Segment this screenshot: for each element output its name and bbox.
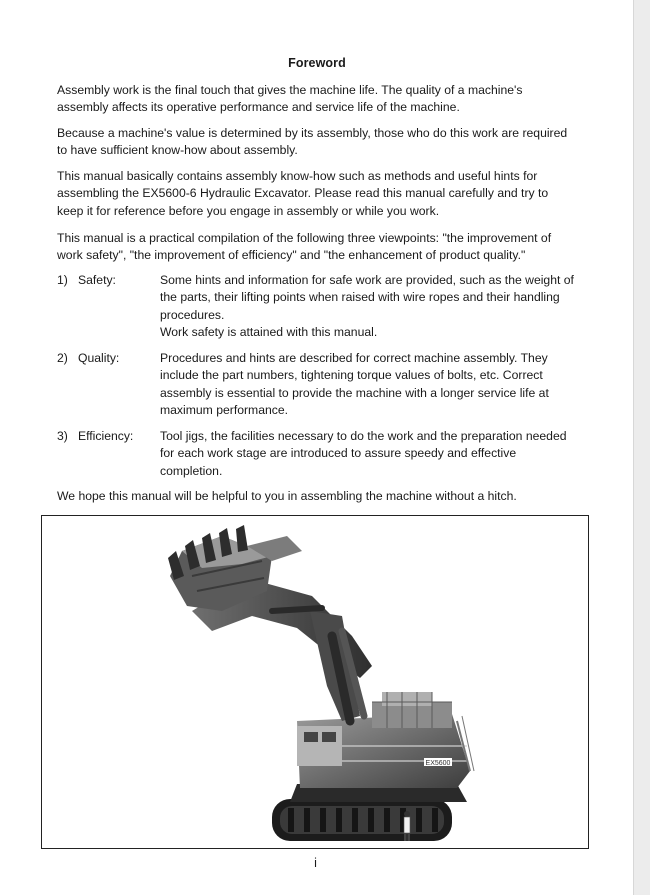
excavator-illustration (42, 516, 588, 848)
page-title: Foreword (288, 56, 346, 70)
paragraph-4: This manual is a practical compilation of the following three viewpoints: "the improvement of work safety", "the improvement of efficiency" and "the enhancement of product quality." (57, 231, 552, 263)
viewpoint-text: Procedures and hints are described for correct machine assembly. They include the part numbers, tightening torque values of bolts, etc. Correct assembly is essential to provide the machine with a longer service life at maximum performance. (160, 351, 549, 417)
paragraph-2: Because a machine's value is determined by its assembly, those who do this work are required to have sufficient know-how about assembly. (57, 126, 568, 158)
track-assembly (272, 799, 452, 841)
paragraph-1: Assembly work is the final touch that gives the machine life. The quality of a machine's assembly affects its operative performance and service life of the machine. (57, 83, 523, 115)
viewpoint-text-line: Work safety is attained with this manual. (160, 324, 378, 339)
viewpoint-number: 1) (57, 273, 68, 287)
viewpoint-label: Quality: (78, 351, 120, 365)
paragraph-3: This manual basically contains assembly know-how such as methods and useful hints for assembling the EX5600-6 Hydraulic Excavator. Please read this manual carefully and try to keep it for reference before you engage in assembly or while you work. (57, 169, 549, 218)
viewpoint-number: 2) (57, 351, 68, 365)
viewpoint-text-line: Some hints and information for safe work are provided, such as the weight of the parts, their lifting points when raised with wire ropes and their handling procedures. (160, 273, 574, 322)
viewpoint-number: 3) (57, 429, 68, 443)
excavator-figure (41, 515, 589, 849)
closing-paragraph: We hope this manual will be helpful to you in assembling the machine without a hitch. (57, 489, 517, 503)
brand-badge-text: EX5600 (425, 760, 451, 767)
page-gutter (633, 0, 650, 895)
viewpoint-label: Efficiency: (78, 429, 134, 443)
viewpoint-text (160, 272, 575, 341)
page-number: i (314, 856, 317, 870)
viewpoint-text: Tool jigs, the facilities necessary to do the work and the preparation needed for each work stage are introduced to assure speedy and effective completion. (160, 429, 567, 478)
viewpoint-label: Safety: (78, 273, 116, 287)
upper-structure (297, 692, 474, 788)
